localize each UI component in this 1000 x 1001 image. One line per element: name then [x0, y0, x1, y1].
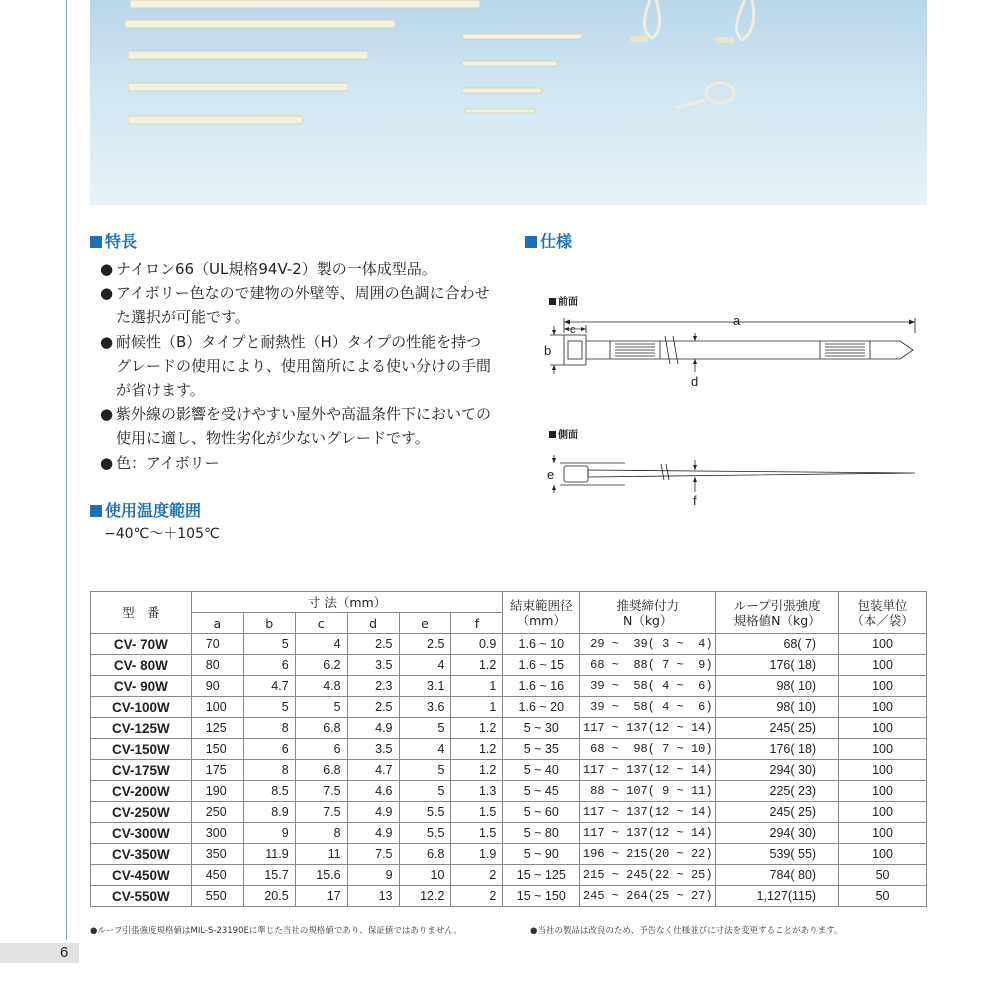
features-list: [100, 257, 495, 475]
dimension-cell: 1.2: [451, 760, 503, 781]
dimension-cell: 190: [191, 781, 243, 802]
dimension-cell: 80: [191, 655, 243, 676]
loop-strength-cell: 98( 10): [716, 676, 839, 697]
dimension-cell: 8.9: [243, 802, 295, 823]
feature-item: ● 色：アイボリー: [100, 453, 220, 472]
table-row: [91, 697, 927, 718]
dimension-cell: 7.5: [347, 844, 399, 865]
dimension-cell: 4.6: [347, 781, 399, 802]
force-cell: 117 ~ 137(12 ~ 14): [580, 718, 716, 739]
bundle-range-cell: 5 ~ 35: [503, 739, 580, 760]
tie-loop: [706, 83, 734, 103]
dimension-cell: 6: [243, 655, 295, 676]
bundle-range-cell: 5 ~ 30: [503, 718, 580, 739]
tie-photo: [462, 34, 582, 39]
temperature-title: 使用温度範囲: [90, 498, 201, 521]
model-cell: CV-150W: [91, 739, 192, 760]
force-cell: 245 ~ 264(25 ~ 27): [580, 886, 716, 907]
dimension-cell: 8: [243, 718, 295, 739]
dimension-cell: 15.6: [295, 865, 347, 886]
spec-title: 仕様: [525, 229, 572, 252]
dimension-cell: 90: [191, 676, 243, 697]
bundle-range-cell: 5 ~ 80: [503, 823, 580, 844]
features-title: 特長: [90, 229, 137, 252]
dimension-cell: 125: [191, 718, 243, 739]
dim-c-label: c: [570, 324, 576, 336]
dimension-cell: 100: [191, 697, 243, 718]
pack-unit-cell: 100: [839, 676, 927, 697]
tie-loop: [675, 100, 705, 108]
bundle-range-cell: 5 ~ 60: [503, 802, 580, 823]
dimension-cell: 1.9: [451, 844, 503, 865]
header-pack: 包装単位 （本／袋）: [839, 592, 927, 634]
dimension-cell: 5: [399, 760, 451, 781]
dimension-cell: 4: [399, 739, 451, 760]
force-cell: 68 ~ 88( 7 ~ 9): [580, 655, 716, 676]
force-cell: 117 ~ 137(12 ~ 14): [580, 823, 716, 844]
dim-e-label: e: [547, 467, 555, 482]
dimension-cell: 12.2: [399, 886, 451, 907]
loop-strength-cell: 225( 23): [716, 781, 839, 802]
dimension-cell: 4.7: [243, 676, 295, 697]
margin-rule: [66, 0, 67, 940]
dimension-cell: 2: [451, 865, 503, 886]
loop-strength-cell: 539( 55): [716, 844, 839, 865]
pack-unit-cell: 100: [839, 844, 927, 865]
dimension-cell: 1.2: [451, 718, 503, 739]
force-cell: 29 ~ 39( 3 ~ 4): [580, 634, 716, 655]
dimension-cell: 5: [243, 697, 295, 718]
dimension-cell: 2.5: [347, 634, 399, 655]
model-cell: CV-300W: [91, 823, 192, 844]
bundle-range-cell: 1.6 ~ 16: [503, 676, 580, 697]
bundle-range-cell: 1.6 ~ 20: [503, 697, 580, 718]
dimension-cell: 450: [191, 865, 243, 886]
model-cell: CV-125W: [91, 718, 192, 739]
dimension-cell: 0.9: [451, 634, 503, 655]
dimension-cell: 300: [191, 823, 243, 844]
model-cell: CV-250W: [91, 802, 192, 823]
dimension-cell: 5: [399, 718, 451, 739]
force-cell: 68 ~ 98( 7 ~ 10): [580, 739, 716, 760]
header-dimension: 寸 法（mm）: [191, 592, 503, 613]
tie-photo: [125, 20, 395, 28]
feature-item: ● 耐候性（B）タイプと耐熱性（H）タイプの性能を持つグレードの使用により、使用箇所による使い分けの手間が省けます。: [100, 332, 492, 400]
dimension-cell: 4.7: [347, 760, 399, 781]
feature-item: ● ナイロン66（UL規格94V-2）製の一体成型品。: [100, 260, 437, 278]
force-cell: 196 ~ 215(20 ~ 22): [580, 844, 716, 865]
dimension-cell: 350: [191, 844, 243, 865]
table-row: [91, 634, 927, 655]
header-loop: ループ引張強度 規格値N（kg）: [716, 592, 839, 634]
bundle-range-cell: 5 ~ 45: [503, 781, 580, 802]
bundle-range-cell: 1.6 ~ 15: [503, 655, 580, 676]
dimension-cell: 2.5: [399, 634, 451, 655]
dim-a-label: a: [733, 313, 741, 328]
loop-strength-cell: 68( 7): [716, 634, 839, 655]
dimension-cell: 3.5: [347, 739, 399, 760]
header-model: 型 番: [91, 592, 192, 634]
force-cell: 39 ~ 58( 4 ~ 6): [580, 697, 716, 718]
dimension-cell: 11: [295, 844, 347, 865]
model-cell: CV- 70W: [91, 634, 192, 655]
header-f: f: [451, 613, 503, 634]
dimension-cell: 11.9: [243, 844, 295, 865]
dimension-cell: 250: [191, 802, 243, 823]
dimension-cell: 8: [295, 823, 347, 844]
temperature-range: −40℃〜＋105℃: [104, 526, 220, 542]
dimension-cell: 1.3: [451, 781, 503, 802]
dimension-cell: 5: [243, 634, 295, 655]
header-d: d: [347, 613, 399, 634]
dimension-cell: 8: [243, 760, 295, 781]
pack-unit-cell: 50: [839, 865, 927, 886]
loop-strength-cell: 98( 10): [716, 697, 839, 718]
header-c: c: [295, 613, 347, 634]
pack-unit-cell: 100: [839, 634, 927, 655]
model-cell: CV- 90W: [91, 676, 192, 697]
footnote-spec-change: ●当社の製品は改良のため、予告なく仕様並びに寸法を変更することがあります。: [530, 926, 843, 936]
product-photo: [90, 0, 927, 205]
dimension-cell: 175: [191, 760, 243, 781]
spec-table: [90, 591, 927, 907]
dim-d-label: d: [691, 374, 699, 389]
tie-photo: [465, 109, 535, 113]
tie-strap-side: [588, 470, 915, 477]
dimension-cell: 13: [347, 886, 399, 907]
tie-head-side: [564, 466, 588, 482]
pack-unit-cell: 50: [839, 886, 927, 907]
dimension-cell: 4: [399, 655, 451, 676]
dimension-cell: 3.6: [399, 697, 451, 718]
force-cell: 215 ~ 245(22 ~ 25): [580, 865, 716, 886]
dimension-cell: 550: [191, 886, 243, 907]
dim-b-label: b: [544, 343, 552, 358]
dimension-cell: 4.9: [347, 802, 399, 823]
force-cell: 39 ~ 58( 4 ~ 6): [580, 676, 716, 697]
dim-f-label: f: [693, 493, 697, 508]
table-row: [91, 781, 927, 802]
bundle-range-cell: 15 ~ 125: [503, 865, 580, 886]
dimension-cell: 8.5: [243, 781, 295, 802]
bundle-range-cell: 1.6 ~ 10: [503, 634, 580, 655]
tie-loop: [737, 0, 754, 40]
dimension-cell: 4: [295, 634, 347, 655]
tie-photo: [462, 88, 542, 93]
model-cell: CV-350W: [91, 844, 192, 865]
footnote-loop: ●ループ引張強度規格値はMIL-S-23190Eに準じた当社の規格値であり、保証値ではありません。: [90, 926, 462, 936]
table-row: [91, 844, 927, 865]
dimension-cell: 10: [399, 865, 451, 886]
dimension-cell: 9: [243, 823, 295, 844]
dimension-cell: 150: [191, 739, 243, 760]
model-cell: CV-175W: [91, 760, 192, 781]
feature-item: ● アイボリー色なので建物の外壁等、周囲の色調に合わせた選択が可能です。: [100, 284, 490, 327]
dimension-cell: 1.2: [451, 655, 503, 676]
dimension-cell: 2.5: [347, 697, 399, 718]
header-force: 推奨締付力 N（kg）: [580, 592, 716, 634]
dimension-cell: 7.5: [295, 781, 347, 802]
table-row: [91, 865, 927, 886]
loop-strength-cell: 245( 25): [716, 802, 839, 823]
dimension-cell: 6.8: [295, 760, 347, 781]
table-row: [91, 760, 927, 781]
dimension-cell: 1.5: [451, 823, 503, 844]
loop-strength-cell: 176( 18): [716, 655, 839, 676]
table-row: [91, 739, 927, 760]
loop-strength-cell: 294( 30): [716, 823, 839, 844]
dimension-cell: 15.7: [243, 865, 295, 886]
dimension-cell: 5: [295, 697, 347, 718]
force-cell: 117 ~ 137(12 ~ 14): [580, 802, 716, 823]
dimension-cell: 7.5: [295, 802, 347, 823]
pack-unit-cell: 100: [839, 760, 927, 781]
side-view-label: 側面: [549, 426, 578, 441]
pack-unit-cell: 100: [839, 718, 927, 739]
pack-unit-cell: 100: [839, 781, 927, 802]
bundle-range-cell: 5 ~ 40: [503, 760, 580, 781]
tie-photo: [128, 116, 303, 124]
tie-photo: [130, 0, 480, 8]
dimension-cell: 5.5: [399, 823, 451, 844]
page-number: 6: [60, 944, 69, 961]
dimension-cell: 9: [347, 865, 399, 886]
dimension-drawing: [530, 300, 930, 520]
model-cell: CV-100W: [91, 697, 192, 718]
model-cell: CV-450W: [91, 865, 192, 886]
dimension-cell: 2.3: [347, 676, 399, 697]
model-cell: CV-200W: [91, 781, 192, 802]
table-row: [91, 802, 927, 823]
table-row: [91, 823, 927, 844]
dimension-cell: 6.8: [295, 718, 347, 739]
loop-strength-cell: 176( 18): [716, 739, 839, 760]
tie-photo: [128, 51, 368, 59]
pack-unit-cell: 100: [839, 655, 927, 676]
dimension-cell: 1: [451, 697, 503, 718]
header-a: a: [191, 613, 243, 634]
bundle-range-cell: 5 ~ 90: [503, 844, 580, 865]
dimension-cell: 1.5: [451, 802, 503, 823]
dimension-cell: 6.2: [295, 655, 347, 676]
cable-ties-image: [90, 0, 927, 205]
pack-unit-cell: 100: [839, 802, 927, 823]
loop-strength-cell: 1,127(115): [716, 886, 839, 907]
dimension-cell: 6: [295, 739, 347, 760]
header-bundle: 結束範囲径 （mm）: [503, 592, 580, 634]
dimension-cell: 2: [451, 886, 503, 907]
force-cell: 88 ~ 107( 9 ~ 11): [580, 781, 716, 802]
dimension-cell: 5: [399, 781, 451, 802]
dimension-cell: 6: [243, 739, 295, 760]
dimension-cell: 5.5: [399, 802, 451, 823]
feature-item: ● 紫外線の影響を受けやすい屋外や高温条件下においての使用に適し、物性劣化が少ないグレードです。: [100, 405, 492, 448]
dimension-cell: 3.1: [399, 676, 451, 697]
dimension-cell: 4.9: [347, 718, 399, 739]
loop-strength-cell: 784( 80): [716, 865, 839, 886]
table-row: [91, 886, 927, 907]
model-cell: CV- 80W: [91, 655, 192, 676]
dimension-cell: 17: [295, 886, 347, 907]
dimension-cell: 6.8: [399, 844, 451, 865]
dimension-cell: 3.5: [347, 655, 399, 676]
bundle-range-cell: 15 ~ 150: [503, 886, 580, 907]
pack-unit-cell: 100: [839, 823, 927, 844]
dimension-cell: 20.5: [243, 886, 295, 907]
dimension-cell: 4.9: [347, 823, 399, 844]
loop-strength-cell: 245( 25): [716, 718, 839, 739]
tie-photo: [128, 83, 348, 91]
model-cell: CV-550W: [91, 886, 192, 907]
force-cell: 117 ~ 137(12 ~ 14): [580, 760, 716, 781]
front-view-label: 前面: [549, 293, 578, 308]
loop-strength-cell: 294( 30): [716, 760, 839, 781]
header-e: e: [399, 613, 451, 634]
dimension-cell: 70: [191, 634, 243, 655]
pack-unit-cell: 100: [839, 697, 927, 718]
table-row: [91, 718, 927, 739]
tie-loop: [644, 0, 659, 38]
header-b: b: [243, 613, 295, 634]
table-row: [91, 655, 927, 676]
pack-unit-cell: 100: [839, 739, 927, 760]
dimension-cell: 4.8: [295, 676, 347, 697]
table-row: [91, 676, 927, 697]
dimension-cell: 1.2: [451, 739, 503, 760]
dimension-cell: 1: [451, 676, 503, 697]
tie-photo: [462, 61, 557, 66]
tie-head-front: [564, 335, 586, 365]
